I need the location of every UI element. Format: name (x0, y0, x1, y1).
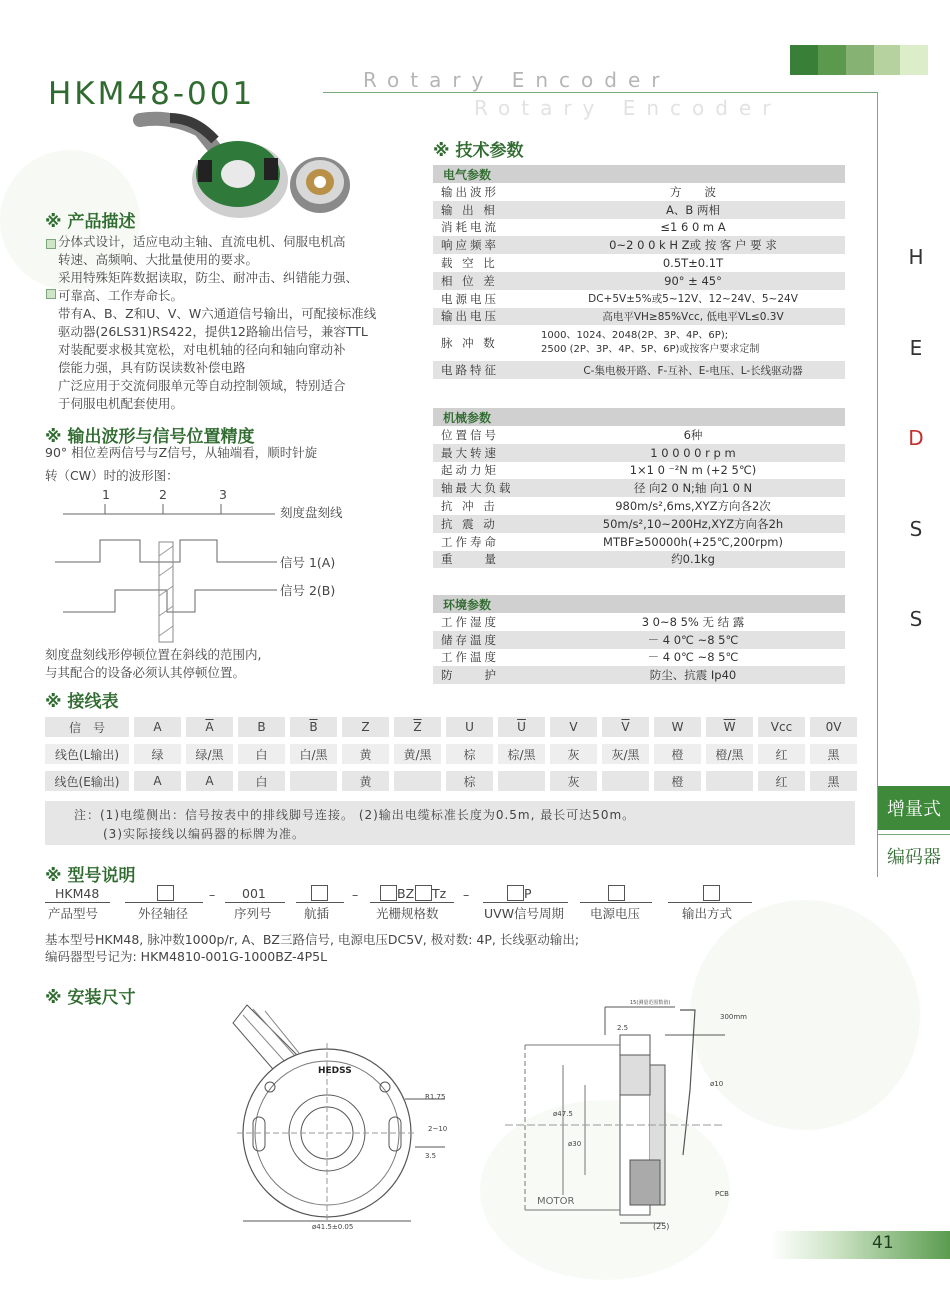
wiring-cell: $\overline{A}$ (186, 717, 233, 737)
wiring-cell: 橙 (654, 771, 701, 791)
spec-key: 位置信号 (441, 427, 499, 442)
electrical-table (433, 165, 845, 379)
type-serial: 001 (242, 886, 266, 901)
dim-label: PCB (715, 1190, 729, 1198)
type-underline (668, 902, 752, 903)
install-drawing (225, 995, 745, 1235)
spec-row (433, 551, 845, 569)
waveform-desc: 90° 相位差两信号与Z信号，从轴端看，顺时针旋 (45, 445, 318, 460)
waveform-heading: ※ 输出波形与信号位置精度 (45, 427, 255, 447)
bullet-icon (46, 239, 56, 249)
page-bar (770, 1231, 950, 1259)
type-label: 输出方式 (682, 906, 733, 921)
product-heading: ※ 产品描述 (45, 212, 136, 232)
wiring-cell: 0V (810, 717, 857, 737)
wiring-cell (706, 771, 753, 791)
wiring-cell: 黑 (810, 744, 857, 764)
dim-label: ø41.5±0.05 (312, 1223, 354, 1231)
spec-value: 防尘、抗震 Ip40 (649, 668, 737, 683)
side-letter-s2: S (909, 607, 923, 631)
color-bar (874, 45, 900, 75)
product-line: 带有A、B、Z和U、V、W六通道信号输出，可配接标准线 (58, 306, 377, 321)
wiring-cell: 红 (758, 771, 805, 791)
spec-key: 相 位 差 (441, 273, 498, 288)
spec-key: 电源电压 (441, 291, 499, 306)
signal-a-label: 信号 1(A) (280, 555, 336, 570)
dim-label: 300mm (720, 1013, 747, 1021)
spec-key: 脉 冲 数 (441, 336, 498, 351)
subtitle: Rotary Encoder (363, 68, 671, 92)
scale-label: 刻度盘刻线 (280, 505, 343, 520)
spec-key: 轴最大负载 (441, 481, 514, 496)
wiring-cell: A (134, 771, 181, 791)
spec-value: 1×1 0 ⁻²N m (+2 5℃) (629, 463, 757, 478)
spec-key: 抗 冲 击 (441, 499, 498, 514)
type-underline (483, 902, 568, 903)
wiring-row (45, 771, 862, 791)
type-p: P (524, 886, 532, 901)
wiring-cell: 黄/黑 (394, 744, 441, 764)
spec-value: 3 0~8 5% 无 结 露 (641, 614, 745, 629)
wiring-row-label: 线色(L输出) (45, 744, 129, 764)
spec-row (433, 219, 845, 237)
spec-row (433, 254, 845, 272)
type-underline (296, 902, 344, 903)
product-line: 可靠高、工作寿命长。 (58, 288, 184, 303)
dim-label: 3.5 (425, 1152, 437, 1160)
dim-label: (25) (653, 1222, 670, 1231)
tab-encoder: 编码器 (878, 834, 950, 877)
spec-value (541, 329, 845, 357)
wiring-cell (602, 771, 649, 791)
spec-row (433, 479, 845, 497)
tick-label: 2 (159, 487, 167, 502)
wiring-note: 注：(1)电缆侧出：信号按表中的排线脚号连接。 (2)输出电缆标准长度为0.5m, 最长可达50m。 (74, 808, 636, 822)
spec-value: 90° ± 45° (664, 273, 722, 288)
spec-key: 载 空 比 (441, 256, 498, 271)
wiring-cell: 红 (758, 744, 805, 764)
dim-label: 15(测量范围数值) (630, 1000, 671, 1006)
color-bar (818, 45, 846, 75)
type-underline (125, 902, 203, 903)
product-line: 转速、高频响、大批量使用的要求。 (58, 252, 259, 267)
page-title: HKM48-001 (48, 76, 256, 112)
spec-row (433, 533, 845, 551)
mechanical-title: 机械参数 (433, 408, 845, 426)
wiring-cell: 灰 (550, 771, 597, 791)
spec-value: ≤1 6 0 m A (660, 220, 726, 235)
type-box (415, 885, 432, 901)
signal-b-label: 信号 2(B) (280, 583, 336, 598)
type-label: 电源电压 (590, 906, 641, 921)
type-bz: BZ (397, 886, 415, 901)
specs-heading: ※ 技术参数 (433, 141, 524, 161)
spec-row (433, 201, 845, 219)
wiring-cell (290, 771, 337, 791)
wiring-cell: 白 (238, 744, 285, 764)
spec-value: 高电平VH≥85%Vcc, 低电平VL≤0.3V (602, 310, 784, 323)
type-underline (45, 902, 110, 903)
wiring-cell: 橙/黑 (706, 744, 753, 764)
electrical-title: 电气参数 (433, 165, 845, 183)
spec-row (433, 236, 845, 254)
wiring-note: (3)实际接线以编码器的标牌为准。 (103, 827, 305, 841)
spec-value: 方 波 (670, 184, 716, 199)
tab-incremental: 增量式 (878, 786, 950, 830)
tick-label: 1 (102, 487, 110, 502)
type-underline (370, 902, 454, 903)
wiring-cell: 灰 (550, 744, 597, 764)
spec-value: DC+5V±5%或5~12V、12~24V、5~24V (588, 293, 798, 306)
spec-key: 输出电压 (441, 309, 499, 324)
wiring-cell: $\overline{W}$ (706, 717, 753, 737)
subtitle-shadow: Rotary Encoder (474, 96, 782, 120)
spec-value: 径 向2 0 N;轴 向1 0 N (633, 481, 753, 496)
environment-title: 环境参数 (433, 595, 845, 613)
wiring-cell: $\overline{U}$ (498, 717, 545, 737)
wiring-heading: ※ 接线表 (45, 692, 119, 712)
wiring-cell: 白/黑 (290, 744, 337, 764)
spec-value: 约0.1kg (671, 552, 715, 567)
product-line: 对装配要求极其宽松，对电机轴的径向和轴向窜动补 (58, 342, 346, 357)
color-bar (790, 45, 818, 75)
type-box (311, 885, 328, 901)
spec-key: 工作温度 (441, 650, 499, 665)
wiring-cell (394, 771, 441, 791)
spec-row (433, 325, 845, 361)
type-model: HKM48 (55, 886, 100, 901)
color-bar (846, 45, 874, 75)
type-box (703, 885, 720, 901)
dim-label: R1.75 (425, 1093, 446, 1101)
side-letter-h: H (908, 245, 924, 269)
wiring-cell: W (654, 717, 701, 737)
type-label: 产品型号 (48, 906, 99, 921)
wiring-cell: A (186, 771, 233, 791)
type-heading: ※ 型号说明 (45, 866, 136, 886)
type-label: 航插 (304, 906, 330, 921)
wiring-cell: 黄 (342, 771, 389, 791)
type-label: 序列号 (234, 906, 272, 921)
wiring-cell: 棕 (446, 744, 493, 764)
type-box (380, 885, 397, 901)
type-tz: Tz (432, 886, 447, 901)
waveform-note: 刻度盘刻线形停顿位置在斜线的范围内, (45, 647, 262, 662)
spec-row (433, 290, 845, 308)
spec-key: 防 护 (441, 668, 499, 683)
wiring-cell: 白 (238, 771, 285, 791)
type-label: 外径轴径 (138, 906, 189, 921)
motor-label: MOTOR (537, 1196, 575, 1207)
wiring-cell: Z (342, 717, 389, 737)
spec-row (433, 444, 845, 462)
tick-label: 3 (219, 487, 227, 502)
drawing-logo: HEDSS (318, 1066, 352, 1076)
spec-value: 0.5T±0.1T (662, 256, 724, 271)
spec-key: 消耗电流 (441, 220, 499, 235)
spec-row (433, 666, 845, 684)
product-line: 广泛应用于交流伺服单元等自动控制领域，特别适合 (58, 378, 346, 393)
side-letter-s: S (909, 517, 923, 541)
spec-value: － 4 0℃ ~8 5℃ (647, 632, 739, 647)
dim-label: ø47.5 (553, 1110, 573, 1118)
spec-key: 输出波形 (441, 184, 499, 199)
waveform-desc: 转（CW）时的波形图： (45, 468, 179, 483)
wiring-cell (498, 771, 545, 791)
spec-value: A、B 两相 (666, 202, 720, 217)
spec-value: 0~2 0 0 k H Z或 按 客 户 要 求 (609, 238, 777, 253)
spec-row (433, 308, 845, 326)
type-underline (225, 902, 285, 903)
type-desc: 基本型号HKM48, 脉冲数1000p/r, A、BZ三路信号, 电源电压DC5V, 极对数: 4P, 长线驱动输出; (45, 932, 580, 947)
spec-key: 最大转速 (441, 445, 499, 460)
page-number: 41 (872, 1233, 894, 1253)
wiring-cell: $\overline{B}$ (290, 717, 337, 737)
dim-label: 2~10 (428, 1125, 448, 1133)
type-box (157, 885, 174, 901)
product-line: 偿能力强，具有防误读数补偿电路 (58, 360, 246, 375)
spec-row (433, 272, 845, 290)
spec-value: 980m/s²,6ms,XYZ方向各2次 (615, 499, 771, 514)
spec-row (433, 497, 845, 515)
wiring-cell: 黄 (342, 744, 389, 764)
wiring-cell: 橙 (654, 744, 701, 764)
spec-row (433, 426, 845, 444)
header-divider (323, 92, 878, 93)
spec-key: 储存温度 (441, 632, 499, 647)
wiring-cell: Vcc (758, 717, 805, 737)
spec-key: 电路特征 (441, 363, 499, 378)
spec-value: 50m/s²,10~200Hz,XYZ方向各2h (602, 516, 784, 531)
spec-value: 1 0 0 0 0 r p m (650, 445, 736, 460)
wiring-cell: 黑 (810, 771, 857, 791)
spec-row (433, 649, 845, 667)
right-divider (877, 92, 878, 877)
mechanical-table (433, 408, 845, 568)
type-dash: – (209, 887, 216, 902)
type-label: 光栅规格数 (376, 906, 439, 921)
wiring-cell: U (446, 717, 493, 737)
spec-value: MTBF≥50000h(+25℃,200rpm) (603, 534, 783, 549)
wiring-cell: A (134, 717, 181, 737)
environment-table (433, 595, 845, 684)
type-dash: – (352, 887, 359, 902)
install-heading: ※ 安装尺寸 (45, 988, 136, 1008)
spec-row (433, 515, 845, 533)
wiring-cell: $\overline{Z}$ (394, 717, 441, 737)
wiring-cell: 绿 (134, 744, 181, 764)
type-label: UVW信号周期 (484, 906, 565, 921)
side-letter-e: E (909, 336, 923, 360)
dim-label: ø30 (568, 1140, 582, 1148)
spec-row (433, 361, 845, 379)
spec-value-line: 1000、1024、2048(2P、3P、4P、6P); (541, 330, 729, 342)
product-line: 驱动器(26LS31)RS422，提供12路输出信号，兼容TTL (58, 324, 368, 339)
color-bar (900, 45, 928, 75)
spec-key: 响应频率 (441, 238, 499, 253)
wiring-row (45, 717, 862, 737)
type-underline (580, 902, 652, 903)
waveform-note: 与其配合的设备必须认其停顿位置。 (45, 665, 246, 680)
wiring-cell: 棕/黑 (498, 744, 545, 764)
side-letter-d: D (908, 426, 924, 450)
spec-value: 6种 (683, 427, 703, 442)
wiring-row-label: 线色(E输出) (45, 771, 129, 791)
wiring-cell: 棕 (446, 771, 493, 791)
product-line: 于伺服电机配套使用。 (58, 396, 184, 411)
spec-row (433, 631, 845, 649)
spec-key: 输 出 相 (441, 202, 498, 217)
spec-row (433, 613, 845, 631)
spec-key: 工作寿命 (441, 534, 499, 549)
wiring-cell: B (238, 717, 285, 737)
type-box (608, 885, 625, 901)
spec-key: 重 量 (441, 552, 499, 567)
wiring-cell: 绿/黑 (186, 744, 233, 764)
product-line: 分体式设计，适应电动主轴、直流电机、伺服电机高 (58, 234, 346, 249)
wiring-cell: 灰/黑 (602, 744, 649, 764)
dim-label: ø10 (710, 1080, 724, 1088)
product-description (58, 233, 428, 413)
type-box (507, 885, 524, 901)
bullet-icon (46, 289, 56, 299)
wiring-row-label: 信 号 (45, 717, 129, 737)
dim-label: 2.5 (617, 1024, 629, 1032)
product-photo (130, 110, 360, 222)
spec-value-line: 2500 (2P、3P、4P、5P、6P)或按客户要求定制 (541, 344, 760, 356)
wiring-row (45, 744, 862, 764)
type-desc: 编码器型号记为: HKM4810-001G-1000BZ-4P5L (45, 949, 328, 964)
spec-key: 工作湿度 (441, 614, 499, 629)
spec-row (433, 462, 845, 480)
product-line: 采用特殊矩阵数据读取，防尘、耐冲击、纠错能力强、 (58, 270, 359, 285)
type-dash: – (463, 887, 470, 902)
spec-key: 抗 震 动 (441, 516, 498, 531)
spec-value: C-集电极开路、F-互补、E-电压、L-长线驱动器 (583, 364, 803, 377)
wiring-cell: $\overline{V}$ (602, 717, 649, 737)
wiring-cell: V (550, 717, 597, 737)
spec-row (433, 183, 845, 201)
spec-value: － 4 0℃ ~8 5℃ (647, 650, 739, 665)
spec-key: 起动力矩 (441, 463, 499, 478)
